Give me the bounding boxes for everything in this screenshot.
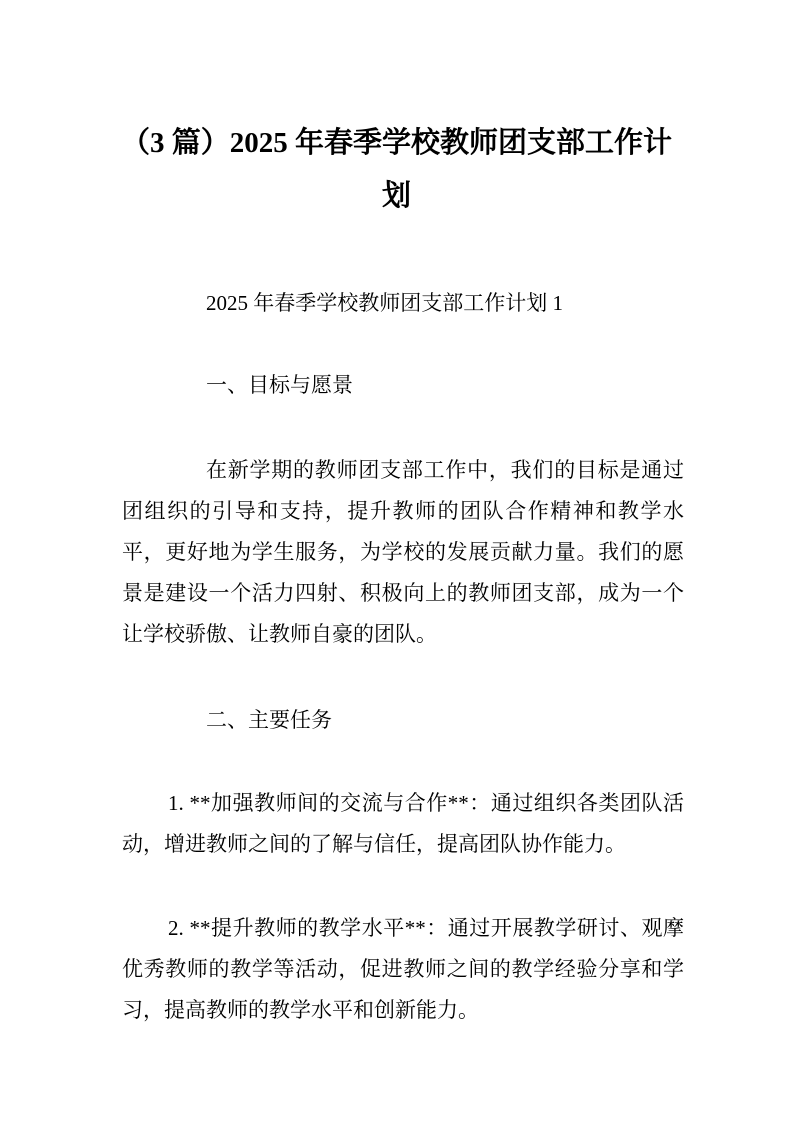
subtitle: 2025 年春季学校教师团支部工作计划 1 [206, 291, 563, 315]
paragraph-goals: 在新学期的教师团支部工作中，我们的目标是通过团组织的引导和支持，提升教师的团队合作精神和教学水平，更好地为学生服务，为学校的发展贡献力量。我们的愿景是建设一个活力四射、积极向上的教师团支部，成为一个让学校骄傲、让教师自豪的团队。 [122, 458, 684, 646]
document-title [55, 117, 738, 223]
document-title-line-2: 划 [381, 180, 411, 212]
document-title-line-1: （3 篇）2025 年春季学校教师团支部工作计 [120, 127, 672, 159]
task-item-1: 1. **加强教师间的交流与合作**：通过组织各类团队活动，增进教师之间的了解与信任，提高团队协作能力。 [122, 791, 684, 856]
task-item-2: 2. **提升教师的教学水平**：通过开展教学研讨、观摩优秀教师的教学等活动，促进教师之间的教学经验分享和学习，提高教师的教学水平和创新能力。 [122, 916, 684, 1022]
document-body [0, 283, 793, 1031]
section-heading-goals: 一、目标与愿景 [206, 373, 353, 397]
section-heading-tasks: 二、主要任务 [206, 708, 332, 732]
